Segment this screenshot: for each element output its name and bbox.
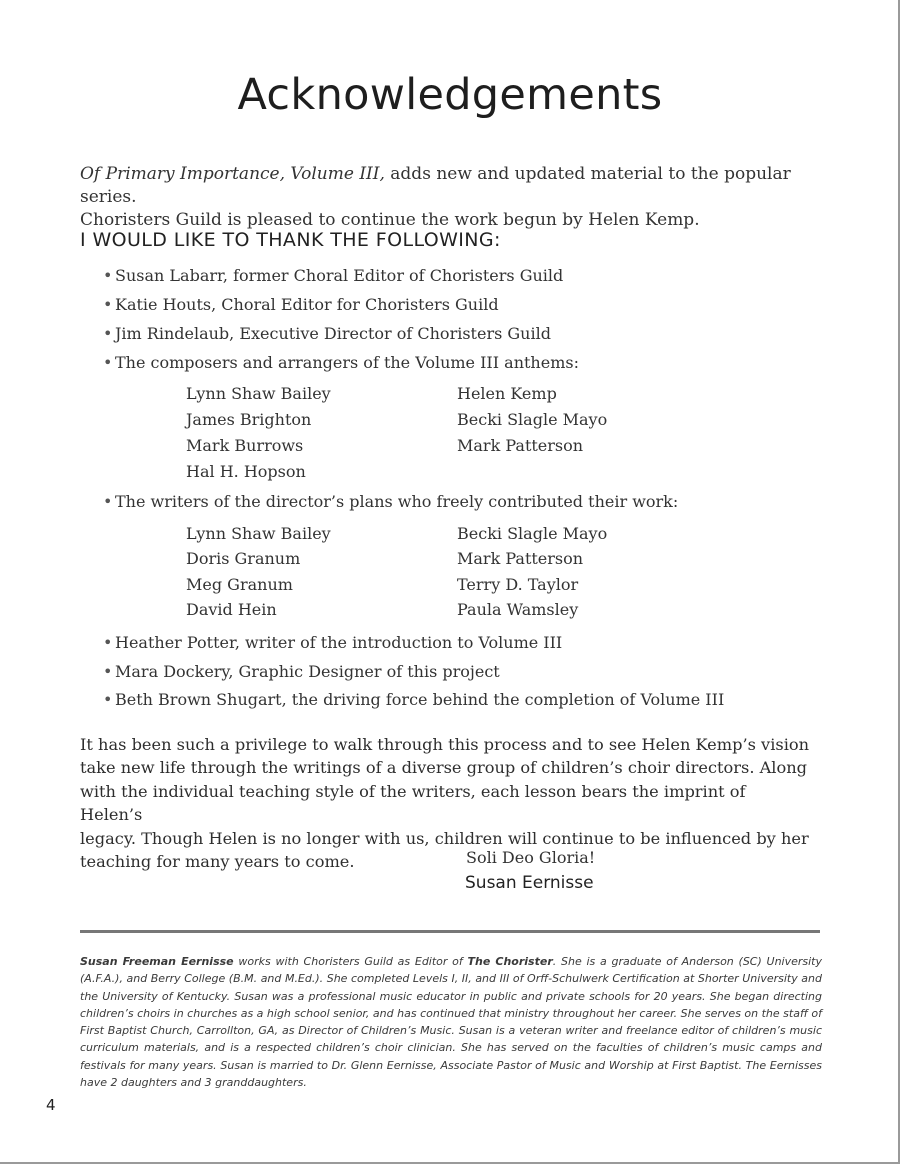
thanks-heading: I WOULD LIKE TO THANK THE FOLLOWING: — [80, 229, 501, 251]
list-item-text: Heather Potter, writer of the introduction to Volume III — [115, 633, 563, 652]
list-item — [103, 690, 724, 709]
list-item-text: Susan Labarr, former Choral Editor of Choristers Guild — [115, 266, 564, 285]
closing-paragraph — [80, 733, 810, 873]
signoff-name: Susan Eernisse — [465, 873, 594, 893]
list-item-text: Beth Brown Shugart, the driving force behind the completion of Volume III — [115, 690, 725, 709]
closing-line: teaching for many years to come. — [80, 852, 355, 872]
list-item-text: Katie Houts, Choral Editor for Choristers Guild — [115, 295, 499, 314]
closing-line: It has been such a privilege to walk through this process and to see Helen Kemp’s vision — [80, 735, 810, 754]
bio-text-1: works with Choristers Guild as Editor of — [233, 955, 468, 968]
composer-name: Mark Patterson — [457, 436, 584, 455]
bullet-icon: • — [103, 324, 113, 343]
signoff-motto: Soli Deo Gloria! — [466, 848, 596, 867]
writer-name: Becki Slagle Mayo — [457, 524, 608, 543]
writer-name: Meg Granum — [186, 575, 293, 594]
writer-name: Doris Granum — [186, 549, 301, 568]
list-item — [103, 492, 678, 511]
list-item — [103, 324, 551, 343]
list-item-text: Jim Rindelaub, Executive Director of Choristers Guild — [115, 324, 551, 343]
writer-name: David Hein — [186, 600, 277, 619]
composer-name: James Brighton — [186, 410, 312, 429]
writer-name: Paula Wamsley — [457, 600, 579, 619]
list-item-text: The writers of the director’s plans who freely contributed their work: — [115, 492, 679, 511]
intro-paragraph — [80, 163, 820, 232]
intro-line-2: Choristers Guild is pleased to continue the work begun by Helen Kemp. — [80, 210, 700, 230]
bullet-icon: • — [103, 266, 113, 285]
bullet-icon: • — [103, 662, 113, 681]
closing-line: legacy. Though Helen is no longer with us, children will continue to be influenced by her — [80, 828, 809, 848]
closing-line: take new life through the writings of a diverse group of children’s choir directors. Along — [80, 758, 808, 778]
bullet-icon: • — [103, 633, 113, 652]
list-item — [103, 266, 563, 285]
closing-line: with the individual teaching style of the writers, each lesson bears the imprint of Helen’s — [80, 781, 746, 825]
list-item-text: The composers and arrangers of the Volume III anthems: — [115, 353, 579, 372]
list-item-text: Mara Dockery, Graphic Designer of this project — [115, 662, 500, 681]
bio-author-name: Susan Freeman Eernisse — [80, 955, 234, 968]
list-item — [103, 295, 499, 314]
composer-name: Hal H. Hopson — [186, 462, 306, 481]
list-item — [103, 662, 500, 681]
page-title: Acknowledgements — [237, 70, 663, 120]
page-number: 4 — [46, 1096, 56, 1114]
composer-name: Mark Burrows — [186, 436, 304, 455]
composer-name: Lynn Shaw Bailey — [186, 384, 331, 403]
intro-line-1-rest: adds new and updated material to the popular series. — [80, 164, 791, 207]
composer-name: Helen Kemp — [457, 384, 557, 403]
intro-line-1 — [80, 163, 820, 209]
bullet-icon: • — [103, 690, 113, 709]
bullet-icon: • — [103, 295, 113, 314]
composer-name: Becki Slagle Mayo — [457, 410, 608, 429]
divider — [80, 930, 820, 933]
writer-name: Terry D. Taylor — [457, 575, 579, 594]
author-bio — [80, 953, 822, 1091]
list-item — [103, 353, 579, 372]
bio-publication: The Chorister — [467, 955, 553, 968]
book-title: Of Primary Importance, Volume III, — [80, 164, 385, 184]
bullet-icon: • — [103, 492, 113, 511]
bullet-icon: • — [103, 353, 113, 372]
list-item — [103, 633, 562, 652]
writer-name: Mark Patterson — [457, 549, 584, 568]
bio-text-2: . She is a graduate of Anderson (SC) University (A.F.A.), and Berry College (B.M. and M.Ed.). She completed Levels I, II, and III of Orff-Schulwerk Certification at Shorter University and the University of Kentucky. Susan was a professional music educator in public and private schools for 20 years. She began directing children’s choirs in churches as a high school senior, and has continued that ministry throughout her career. She serves on the staff of First Baptist Church, Carrollton, GA, as Director of Children’s Music. Susan is a veteran writer and freelance editor of children’s music curriculum materials, and is a respected children’s choir clinician. She has served on the faculties of children’s music camps and festivals for many years. Susan is married to Dr. Glenn Eernisse, Associate Pastor of Music and Worship at First Baptist. The Eernisses have 2 daughters and 3 granddaughters. — [80, 955, 823, 1090]
writer-name: Lynn Shaw Bailey — [186, 524, 331, 543]
